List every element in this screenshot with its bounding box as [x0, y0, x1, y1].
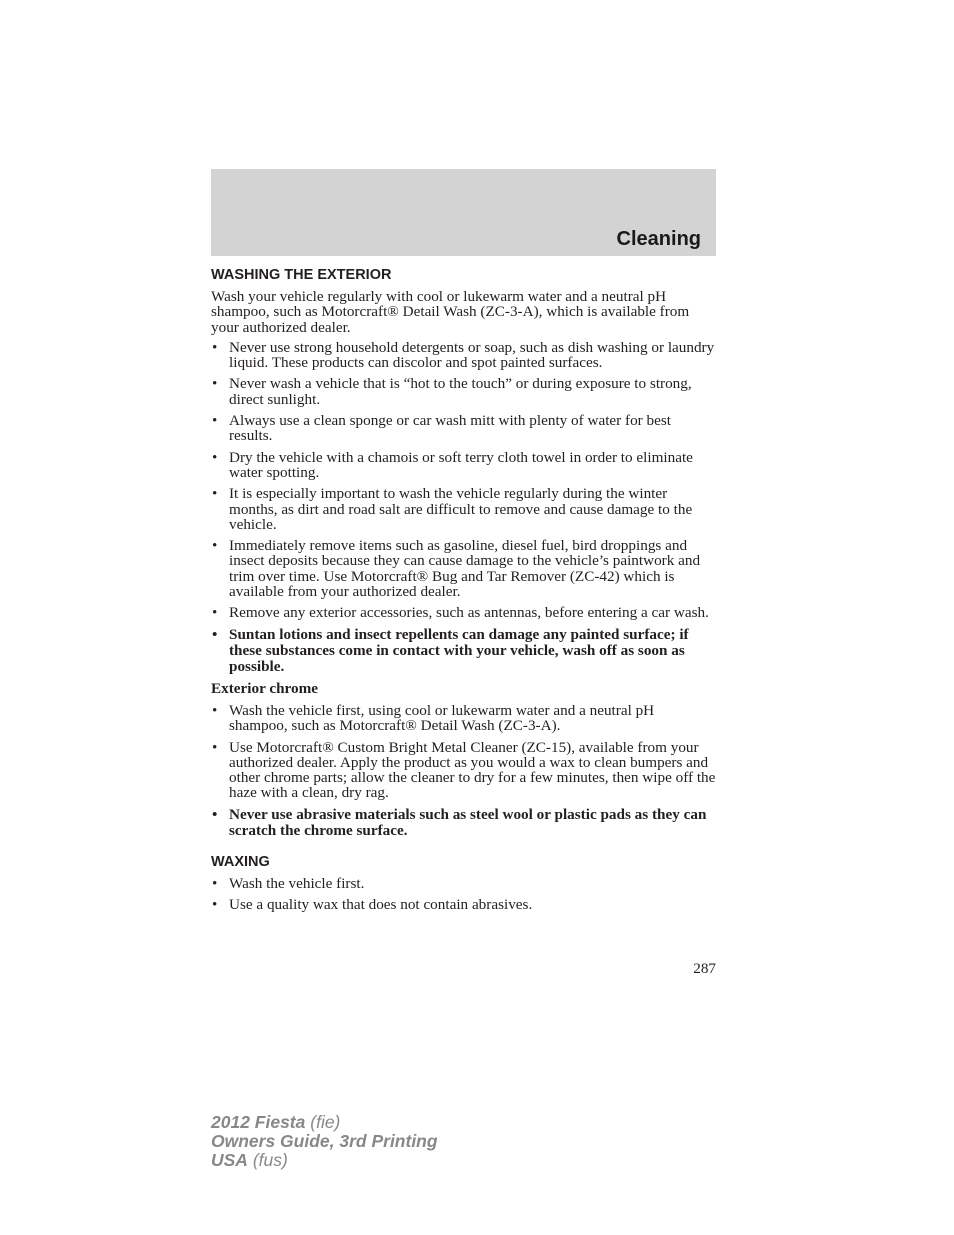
list-item: • Immediately remove items such as gasoline, diesel fuel, bird droppings and insect deposits because they can cause damage to the vehicle’s paintwork and trim over time. Use Motorcraft® Bug and Tar Remover (ZC-42) which is available from your authorized dealer.	[212, 537, 701, 601]
section-header-band	[211, 169, 716, 256]
bullet-icon: •	[212, 896, 218, 914]
chrome-warning: • Never use abrasive materials such as steel wool or plastic pads as they can scratch the chrome surface.	[212, 805, 707, 839]
section-title: Cleaning	[616, 228, 701, 250]
washing-bullet-list	[211, 340, 716, 675]
waxing-heading: WAXING	[211, 853, 270, 870]
bullet-icon: •	[212, 412, 218, 430]
list-item: • Use Motorcraft® Custom Bright Metal Cleaner (ZC-15), available from your authorized dealer. Apply the product as you would a wax to clean bumpers and other chrome parts; allow the cleaner to dry for a few minutes, then wipe off the haze with a clean, dry rag.	[212, 738, 716, 802]
bullet-icon: •	[212, 625, 218, 643]
bullet-icon: •	[212, 604, 218, 622]
chrome-heading: Exterior chrome	[211, 679, 318, 697]
washing-warning: • Suntan lotions and insect repellents can damage any painted surface; if these substances come in contact with your vehicle, wash off as soon as possible.	[212, 625, 689, 675]
bullet-icon: •	[212, 701, 218, 719]
footer-line-model: 2012 Fiesta (fie)	[211, 1112, 341, 1132]
bullet-icon: •	[212, 537, 218, 555]
list-item: • Dry the vehicle with a chamois or soft terry cloth towel in order to eliminate water spotting.	[212, 448, 693, 481]
list-item: • Never wash a vehicle that is “hot to the touch” or during exposure to strong, direct sunlight.	[212, 375, 692, 408]
list-item: • Never use strong household detergents or soap, such as dish washing or laundry liquid. These products can discolor and spot painted surfaces.	[212, 338, 715, 372]
bullet-icon: •	[212, 805, 218, 823]
list-item: • Always use a clean sponge or car wash mitt with plenty of water for best results.	[212, 412, 671, 445]
list-item: • Wash the vehicle first, using cool or lukewarm water and a neutral pH shampoo, such as Motorcraft® Detail Wash (ZC-3-A).	[212, 701, 655, 735]
washing-heading: WASHING THE EXTERIOR	[211, 267, 392, 283]
list-item: • Wash the vehicle first.	[212, 874, 365, 892]
bullet-icon: •	[212, 485, 218, 503]
document-footer	[211, 1113, 438, 1170]
washing-intro: Wash your vehicle regularly with cool or lukewarm water and a neutral pH shampoo, such as Motorcraft® Detail Wash (ZC-3-A), which is available from your authorized dealer.	[211, 288, 690, 336]
bullet-icon: •	[212, 738, 218, 756]
bullet-icon: •	[212, 874, 218, 892]
list-item: • Remove any exterior accessories, such as antennas, before entering a car wash.	[212, 604, 709, 622]
waxing-bullet-list	[211, 876, 716, 913]
bullet-icon: •	[212, 375, 218, 393]
footer-line-market: USA (fus)	[211, 1150, 288, 1170]
page-content	[211, 266, 716, 918]
page-number: 287	[693, 960, 716, 977]
bullet-icon: •	[212, 448, 218, 466]
chrome-bullet-list	[211, 703, 716, 839]
list-item: • Use a quality wax that does not contain abrasives.	[212, 896, 533, 914]
list-item: • It is especially important to wash the vehicle regularly during the winter months, as dirt and road salt are difficult to remove and cause damage to the vehicle.	[212, 485, 693, 533]
bullet-icon: •	[212, 338, 218, 356]
footer-line-edition: Owners Guide, 3rd Printing	[211, 1131, 438, 1151]
